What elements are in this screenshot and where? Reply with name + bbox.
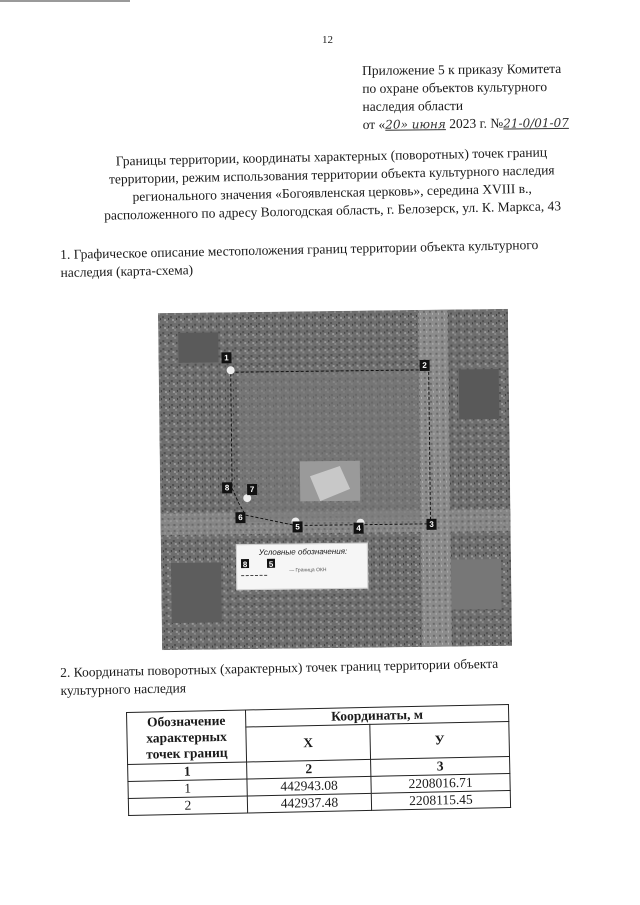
legend-title: Условные обозначения: xyxy=(258,546,348,557)
page-number: 12 xyxy=(322,34,333,46)
section-1-heading xyxy=(60,234,621,282)
appendix-line-2: по охране объектов культурного xyxy=(362,79,548,96)
map-point-5: 5 xyxy=(293,521,303,532)
map-point-3: 3 xyxy=(426,519,436,530)
coordinates-table-wrap xyxy=(126,704,511,816)
point-label: 2 xyxy=(128,796,247,815)
map-point-7: 7 xyxy=(247,484,257,495)
map-point-8: 8 xyxy=(222,482,232,493)
column-index-1: 1 xyxy=(128,762,247,781)
section-2-line-1: 2. Координаты поворотных (характерных) точек границ территории объекта xyxy=(60,655,499,680)
section-2-heading xyxy=(60,652,621,700)
scan-edge-line xyxy=(0,0,130,2)
header-x: X xyxy=(246,724,371,762)
section-1-line-2: наследия (карта-схема) xyxy=(60,262,194,280)
legend-point-swatch-2: 5 xyxy=(268,559,274,569)
coord-y: 2208115.45 xyxy=(371,790,510,810)
map-point-6: 6 xyxy=(235,512,245,523)
appendix-header xyxy=(362,59,633,134)
section-1-line-1: 1. Графическое описание местоположения границ территории объекта культурного xyxy=(60,236,539,262)
title-line-1: Границы территории, координаты характерных (поворотных) точек границ xyxy=(115,144,548,169)
legend-boundary-line xyxy=(241,575,267,576)
coord-x: 442943.08 xyxy=(247,776,371,796)
appendix-line-1: Приложение 5 к приказу Комитета xyxy=(362,60,562,78)
coord-x: 442937.48 xyxy=(247,793,371,813)
date-prefix: от « xyxy=(362,116,386,132)
document-title xyxy=(61,142,602,225)
column-index-2: 2 xyxy=(247,759,371,779)
point-label: 1 xyxy=(128,779,247,798)
legend-item: — Граница ОКН xyxy=(289,567,327,574)
coordinates-table xyxy=(126,704,511,816)
title-line-4: расположенного по адресу Вологодская область, г. Белозерск, ул. К. Маркса, 43 xyxy=(103,198,562,223)
map-point-4: 4 xyxy=(354,523,364,534)
title-line-3: регионального значения «Богоявленская церковь», середина XVIII в., xyxy=(132,180,532,205)
header-y: У xyxy=(370,721,510,759)
handwritten-order-number: 21-0/01-07 xyxy=(503,115,569,131)
map-legend xyxy=(236,543,369,591)
header-coordinates: Координаты, м xyxy=(245,704,508,727)
legend-point-swatch: 8 xyxy=(242,560,248,570)
coord-y: 2208016.71 xyxy=(371,773,510,793)
column-index-3: 3 xyxy=(371,756,510,776)
map-image xyxy=(158,309,512,650)
map-point-1: 1 xyxy=(221,352,231,363)
date-year: 2023 г. № xyxy=(449,115,504,132)
map-point-2: 2 xyxy=(420,360,430,371)
appendix-date-line xyxy=(363,113,633,134)
header-point-name: Обозначение характерных точек границ xyxy=(127,710,247,764)
section-2-line-2: культурного наследия xyxy=(60,680,187,698)
map-scheme xyxy=(158,309,512,650)
appendix-line-3: наследия области xyxy=(362,97,464,114)
handwritten-date: 20» июня xyxy=(385,117,446,132)
title-line-2: территории, режим использования территории объекта культурного наследия xyxy=(108,162,555,187)
